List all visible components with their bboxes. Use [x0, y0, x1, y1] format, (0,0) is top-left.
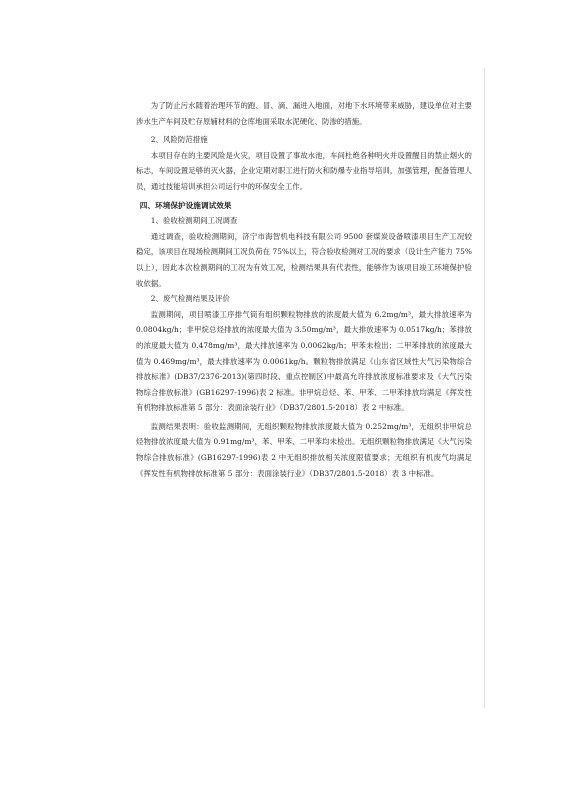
document-body	[136, 98, 472, 481]
page-edge-line	[484, 68, 485, 708]
subheading-working-condition-survey: 1、验收检测期间工况调查	[150, 216, 238, 226]
subheading-exhaust-gas-results: 2、废气检测结果及评价	[150, 294, 230, 304]
paragraph-groundwater-protection: 为了防止污水随着治理环节的跑、冒、滴、漏进入地面，对地下水环境带来威胁，建设单位对主要涉水生产车间及贮存原辅材料的仓库地面采取水泥硬化、防渗的措施。	[136, 101, 472, 126]
heading-environmental-facility-results: 四、环境保护设施调试效果	[139, 200, 232, 210]
paragraph-risk-prevention: 本项目存在的主要风险是火灾，项目设置了事故水池，车间杜绝各种明火并设置醒目的禁止烟火的标志，车间设置足够的灭火器，企业定期对职工进行防火和防爆专业指导培训，加强管理，配备管理人员，通过技能培训承担公司运行中的环保安全工作。	[136, 150, 472, 191]
paragraph-unorganized-emissions: 监测结果表明：验收监测期间，无组织颗粒物排放浓度最大值为 0.252mg/m³，无组织非甲烷总烃物排放浓度最大值为 0.91mg/m³，苯、甲苯、二甲苯均未检出。无组织颗粒物排放满足《大气污染物综合排放标准》(GB16297-1996)表 2 中无组织排放相关浓度限值要求；无组织有机废气均满足《挥发性有机物排放标准第 5 部分：表面涂装行业》（DB37/2801.5-2018）表 3 中标准。	[136, 421, 472, 478]
subheading-risk-prevention: 2、风险防范措施	[150, 135, 208, 145]
paragraph-working-condition: 通过调查，验收检测期间，济宁市海智机电科技有限公司 9500 套煤炭设备喷漆项目生产工况较稳定，该项目在现场检测期间工况负荷在 75%以上，符合验收检测对工况的要求（设计生产能力 75%以上），因此本次检测期间的工况为有效工况，检测结果具有代表性，能够作为该项目竣工环境保护验收依据。	[136, 231, 472, 288]
paragraph-organized-emissions: 监测期间，项目喷漆工序排气筒有组织颗粒物排放的浓度最大值为 6.2mg/m³，最大排放速率为 0.0804kg/h；非甲烷总烃排放的浓度最大值为 3.50mg/m³，最大排放速率为 0.0517kg/h；苯排放的浓度最大值为 0.478mg/m³，最大排放速率为 0.0062kg/h；甲苯未检出；二甲苯排放的浓度最大值为 0.469mg/m³，最大排放速率为 0.0061kg/h。颗粒物排放满足《山东省区域性大气污染物综合排放标准》(DB37/2376-2013)(第四时段、重点控制区)中最高允许排放浓度标准要求及《大气污染物综合排放标准》(GB16297-1996)表 2 标准。非甲烷总烃、苯、甲苯、二甲苯排放均满足《挥发性有机物排放标准第 5 部分：表面涂装行业》（DB37/2801.5-2018）表 2 中标准。	[136, 309, 472, 413]
